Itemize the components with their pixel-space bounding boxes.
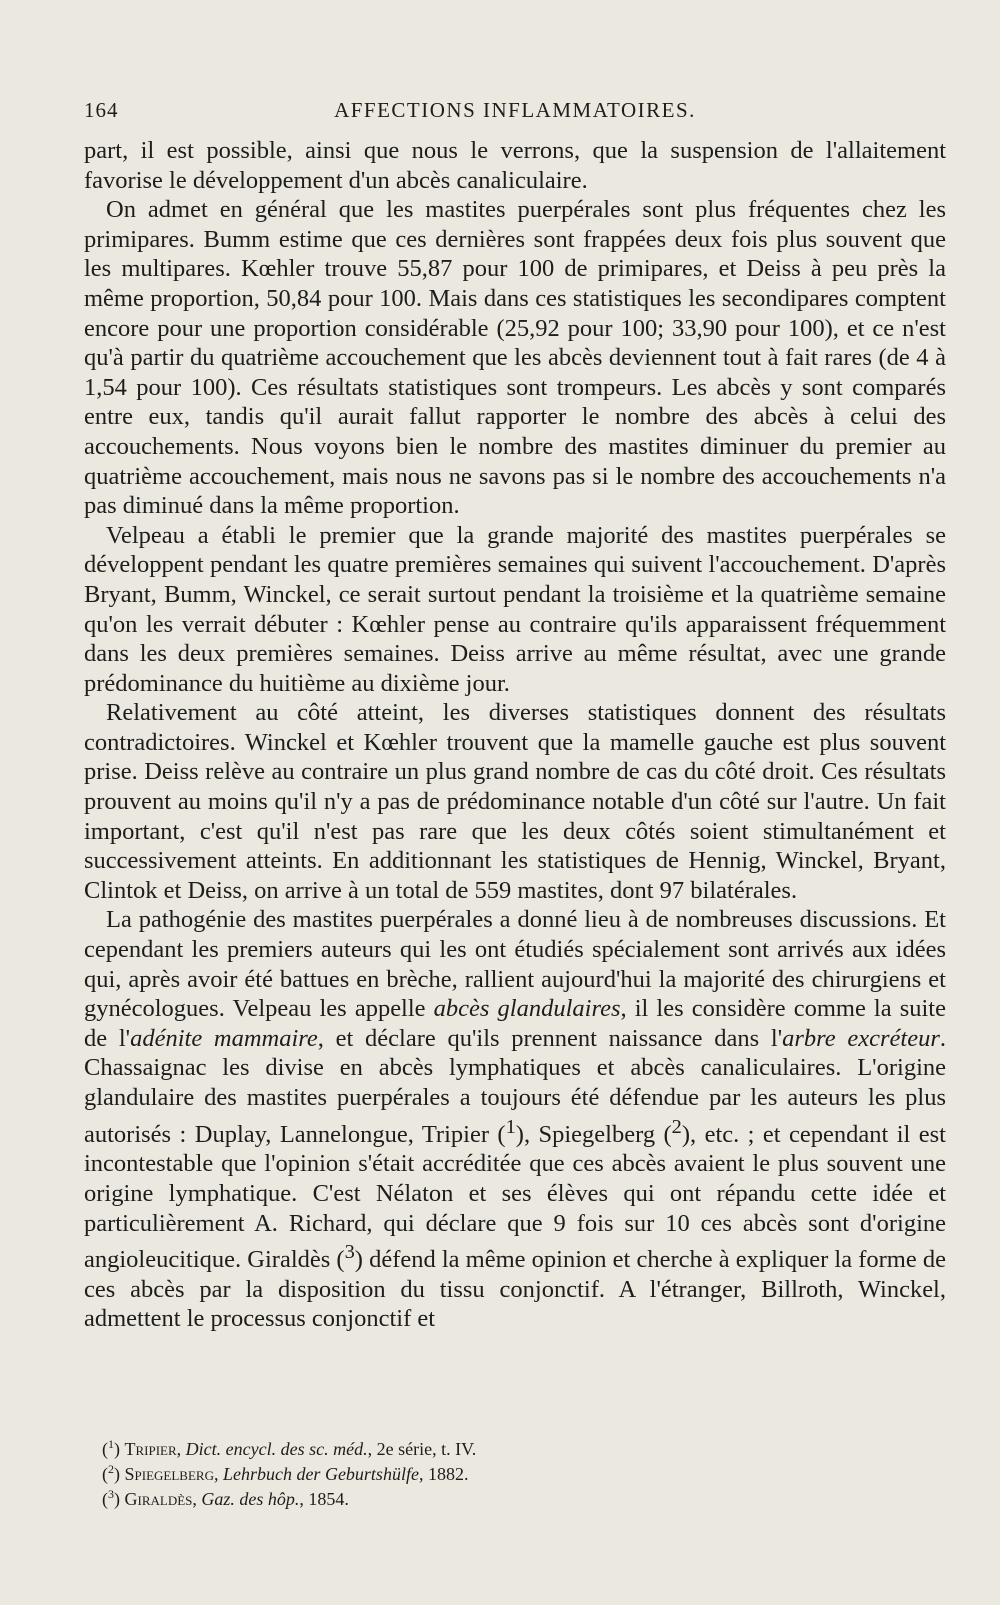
text-run: ) défend la même opinion et cherche à expliquer la forme de ces abcès par la disposition du tissu conjonctif. A l'étranger, Billroth, Winckel, admettent le processus conjonctif et — [84, 1246, 946, 1333]
text-run: ), etc. ; et cependant il est incontestable que l'opinion s'était accréditée que ces abcès avaient le plus souvent une origine lymphatique. C'est Nélaton et ses élèves qui ont répandu cette idée et particulièrement A. Richard, qui déclare que 9 fois sur 10 ces abcès sont d'origine angioleucitique. Giraldès ( — [84, 1120, 946, 1274]
footnote-work: Lehrbuch der Geburtshülfe — [222, 1464, 419, 1484]
italic-term: adénite mammaire — [130, 1024, 318, 1052]
paragraph — [84, 905, 946, 1334]
footnotes — [102, 1434, 946, 1509]
footnote-rest: , 1854. — [299, 1489, 349, 1509]
paragraph: Velpeau a établi le premier que la grande majorité des mastites puerpérales se développent pendant les quatre premières semaines qui suivent l'accouchement. D'après Bryant, Bumm, Winckel, ce serait surtout pendant la troisième et la quatrième semaine qu'on les verrait débuter : Kœhler pense au contraire qu'ils apparaissent fréquemment dans les deux premières semaines. Deiss arrive au même résultat, avec une grande prédominance du huitième au dixième jour. — [84, 521, 946, 697]
footnote-number: 1 — [108, 1437, 114, 1451]
footnote-author: Spiegelberg — [124, 1464, 214, 1484]
text-run: . Chassaignac les divise en abcès lymphatiques et abcès canaliculaires. L'origine glandulaire des mastites puerpérales a toujours été défendue par les auteurs les plus autorisés : Duplay, Lannelongue, Tripier ( — [84, 1024, 946, 1148]
running-title: AFFECTIONS INFLAMMATOIRES. — [334, 98, 696, 122]
footnote: ($^1$) Tripier, Dict. encycl. des sc. méd., 2e série, t. IV. — [102, 1437, 477, 1459]
text-run: , et déclare qu'ils prennent naissance dans l' — [317, 1024, 783, 1052]
paragraph: Relativement au côté atteint, les diverses statistiques donnent des résultats contradictoires. Winckel et Kœhler trouvent que la mamelle gauche est plus souvent prise. Deiss relève au contraire un plus grand nombre de cas du côté droit. Ces résultats prouvent au moins qu'il n'y a pas de prédominance notable d'un côté sur l'autre. Un fait important, c'est qu'il n'est pas rare que les deux côtés soient stimultanément et successivement atteints. En additionnant les statistiques de Hennig, Winckel, Bryant, Clintok et Deiss, on arrive à un total de 559 mastites, dont 97 bilatérales. — [84, 699, 946, 904]
footnote-author: Giraldès — [124, 1489, 193, 1509]
footnote-rest: , 1882. — [418, 1464, 469, 1484]
footnote-work: Dict. encycl. des sc. méd. — [185, 1439, 368, 1459]
italic-term: abcès glandulaires — [433, 995, 621, 1023]
paragraph: On admet en général que les mastites puerpérales sont plus fréquentes chez les primipares. Bumm estime que ces dernières sont frappées deux fois plus souvent que les multipares. Kœhler trouve 55,87 pour 100 de primipares, et Deiss à peu près la même proportion, 50,84 pour 100. Mais dans ces statistiques les secondipares comptent encore pour une proportion considérable (25,92 pour 100; 33,90 pour 100), et ce n'est qu'à partir du quatrième accouchement que les abcès deviennent tout à fait rares (de 4 à 1,54 pour 100). Ces résultats statistiques sont trompeurs. Les abcès y sont comparés entre eux, tandis qu'il aurait fallut rapporter le nombre des abcès à celui des accouchements. Nous voyons bien le nombre des mastites diminuer du premier au quatrième accouchement, mais nous ne savons pas si le nombre des accouchements n'a pas diminué dans la même proportion. — [84, 196, 946, 520]
italic-term: arbre excréteur — [782, 1024, 940, 1052]
footnote-author: Tripier — [124, 1439, 177, 1459]
text-run: , il les considère comme la suite de l' — [84, 995, 946, 1052]
footnote-ref: 3 — [344, 1241, 355, 1264]
footnote: ($^3$) Giraldès, Gaz. des hôp., 1854. — [102, 1487, 349, 1509]
text-run: ), Spiegelberg ( — [515, 1120, 672, 1148]
body-text — [84, 136, 946, 1334]
paragraph: part, il est possible, ainsi que nous le verrons, que la suspension de l'allaitement favorise le développement d'un abcès canaliculaire. — [84, 137, 946, 194]
footnote-ref: 2 — [671, 1115, 682, 1138]
text-run: La pathogénie des mastites puerpérales a donné lieu à de nombreuses discussions. Et cependant les premiers auteurs qui les ont étudiés spécialement sont arrivés aux idées qui, après avoir été battues en brèche, rallient aujourd'hui la majorité des chirurgiens et gynécologues. Velpeau les appelle — [84, 906, 946, 1023]
footnote-work: Gaz. des hôp. — [201, 1489, 300, 1509]
footnote-rest: , 2e série, t. IV. — [367, 1439, 477, 1459]
footnote-ref: 1 — [505, 1115, 516, 1138]
footnote-number: 2 — [108, 1462, 114, 1476]
page-number: 164 — [84, 98, 119, 122]
footnote: ($^2$) Spiegelberg, Lehrbuch der Geburtshülfe, 1882. — [102, 1462, 469, 1484]
footnote-number: 3 — [108, 1487, 114, 1501]
